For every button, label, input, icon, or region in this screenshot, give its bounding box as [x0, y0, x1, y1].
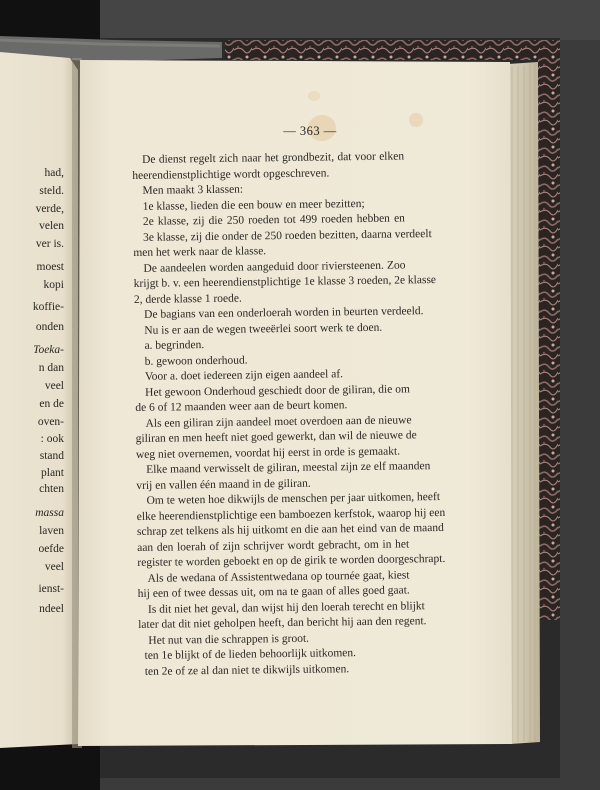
text-line: later dat dit niet geholpen heeft, dan bericht hij aan den regent. [138, 615, 427, 631]
text-line: ten 2e of ze al dan niet te dikwijls uitkomen. [144, 662, 350, 678]
left-page-fragment: ndeel [39, 603, 64, 615]
text-line: elke heerendienstplichtige een bamboezen kerfstok, waarop hij een [136, 506, 446, 523]
page-number: — 363 — [283, 124, 337, 138]
text-line: hij een of twee dessas uit, om na te gaan of alles goed gaat. [137, 584, 410, 600]
text-line: Nu is er aan de wegen tweeërlei soort werk te doen. [144, 321, 383, 337]
left-page-fragment: chten [39, 483, 64, 495]
left-page-fragment: stand [39, 450, 64, 462]
left-page-fragment: plant [41, 467, 64, 479]
left-page-fragment: oefde [38, 543, 64, 555]
text-line: 3e klasse, zij die onder de 250 roeden bezitten, daarna verdeelt [143, 227, 432, 244]
left-page-fragment: moest [36, 261, 64, 273]
text-line: Voor a. doet iedereen zijn eigen aandeel af. [144, 368, 344, 383]
text-line: heerendienstplichtige wordt opgeschreven. [132, 166, 330, 182]
left-page-fragment: koffie- [32, 301, 64, 313]
text-line: Als een giliran zijn aandeel moet overdoen aan de nieuwe [145, 413, 412, 430]
text-line: Het gewoon Onderhoud geschiedt door de giliran, die om [145, 382, 410, 399]
text-line: ten 1e blijkt of de lieden behoorlijk uitkomen. [144, 647, 357, 662]
text-line: Is dit niet het geval, dan wijst hij den loerah terecht en blijkt [147, 599, 425, 616]
text-line: aan den loerah of zijn schrijver wordt gebracht, om in het [137, 537, 410, 554]
left-page-fragment: had, [44, 167, 64, 179]
text-line: 2, derde klasse 1 roede. [133, 292, 242, 306]
text-line: weg niet overnemen, voordat hij eerst in orde is gemaakt. [135, 445, 401, 461]
page-body-text [132, 149, 446, 680]
text-line: register te worden geboekt en op de girik te worden doorgeschrapt. [137, 552, 446, 569]
text-line: Het nut van die schrappen is groot. [148, 632, 310, 647]
left-page-fragments [0, 0, 70, 790]
left-page-fragment: Toeka- [33, 344, 64, 356]
text-line: Om te weten hoe dikwijls de menschen per jaar uitkomen, heeft [146, 490, 441, 507]
left-page-fragment: ver is. [35, 238, 64, 250]
text-line: De bagians van een onderloerah worden in beurten verdeeld. [144, 305, 424, 321]
left-page-fragment: massa [35, 507, 64, 519]
text-line: b. gewoon onderhoud. [144, 354, 248, 368]
left-page-fragment: verde, [35, 203, 64, 215]
text-line: 2e klasse, zij die 250 roeden tot 499 roeden hebben en [142, 212, 405, 228]
text-line: krijgt b. v. een heerendienstplichtige 1e klasse 3 roeden, 2e klasse [133, 274, 437, 290]
left-page-fragment: velen [39, 220, 64, 232]
text-line: giliran en men heeft niet goed gewerkt, dan wil de nieuwe de [135, 429, 417, 445]
left-page-fragment: oven- [37, 416, 64, 428]
text-line: De dienst regelt zich naar het grondbezit, dat voor elken [142, 150, 405, 166]
text-line: men het werk naar de klasse. [133, 245, 267, 259]
left-page-fragment: : ook [40, 433, 64, 445]
text-line: de 6 of 12 maanden weer aan de beurt komen. [135, 399, 348, 414]
left-page-fragment: n dan [38, 362, 64, 374]
left-page-fragment: veel [44, 561, 64, 573]
left-page-fragment: onden [35, 321, 64, 333]
left-page-fragment: steld. [39, 185, 64, 197]
left-page-fragment: en de [39, 398, 64, 410]
text-line: Elke maand verwisselt de giliran, meestal zijn ze elf maanden [146, 460, 431, 476]
text-line: Men maakt 3 klassen: [142, 183, 244, 197]
left-page-fragment: laven [39, 525, 64, 537]
left-page-fragment: ienst- [38, 583, 64, 595]
left-page-fragment: kopi [43, 279, 64, 291]
text-line: a. begrinden. [144, 339, 205, 352]
text-line: schrap zet telkens als hij uitkomt en die aan het eind van de maand [136, 521, 444, 538]
text-line: Als de wedana of Assistentwedana op tournée gaat, kiest [147, 568, 410, 585]
text-line: 1e klasse, lieden die een bouw en meer bezitten; [142, 197, 365, 213]
text-line: De aandeelen worden aangeduid door riviersteenen. Zoo [143, 258, 406, 275]
left-page-fragment: veel [44, 380, 64, 392]
text-line: vrij en vallen één maand in de giliran. [136, 477, 311, 492]
